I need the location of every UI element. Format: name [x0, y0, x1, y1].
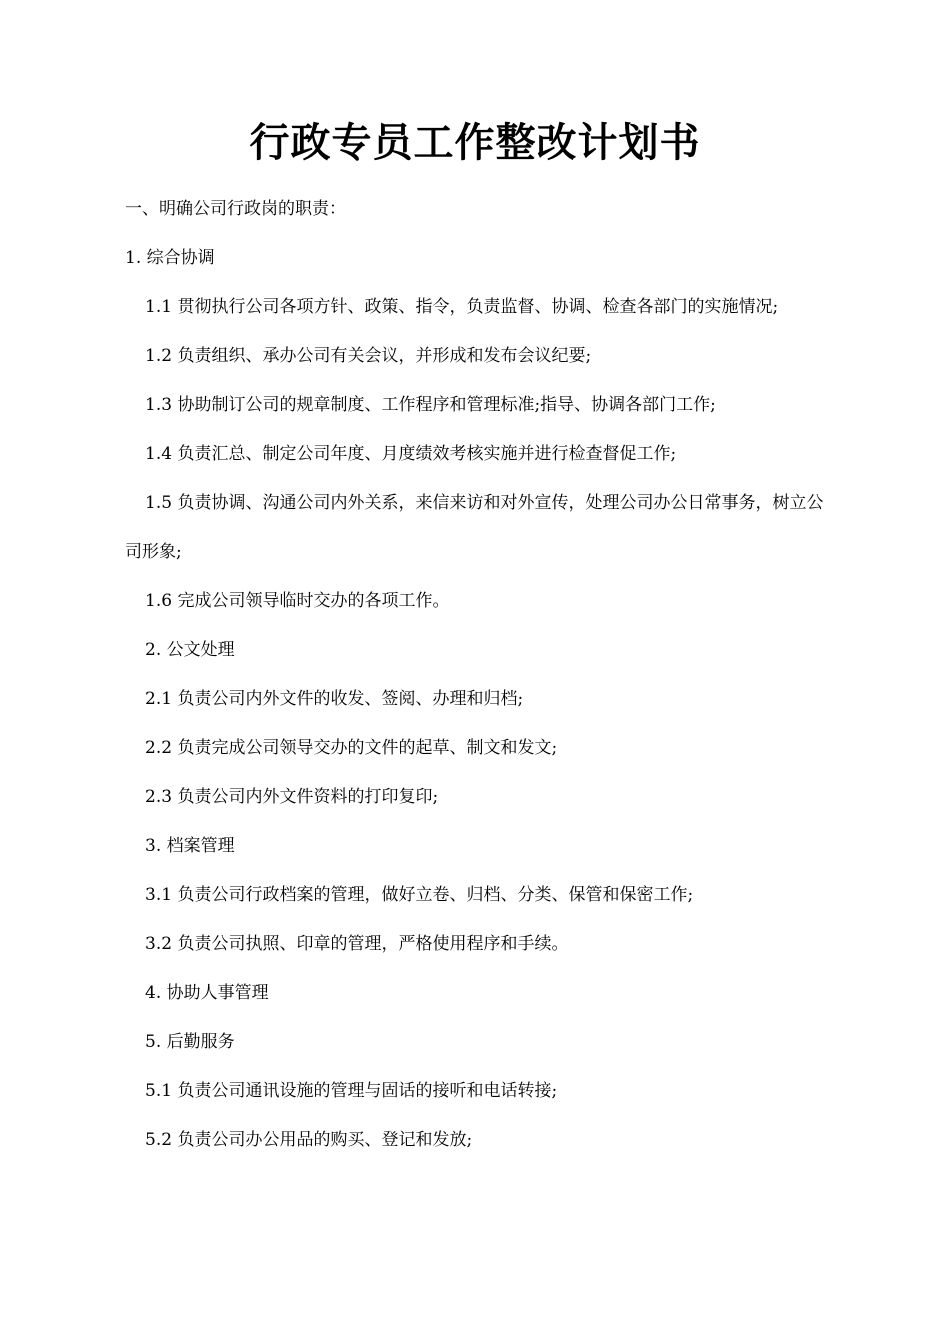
paragraph: 1.1 贯彻执行公司各项方针、政策、指令，负责监督、协调、检查各部门的实施情况;: [145, 297, 779, 317]
paragraph: 1.5 负责协调、沟通公司内外关系，来信来访和对外宣传，处理公司办公日常事务，树立公司形象;: [125, 493, 824, 562]
paragraph: 2.2 负责完成公司领导交办的文件的起草、制文和发文;: [145, 738, 558, 758]
paragraph: 1.4 负责汇总、制定公司年度、月度绩效考核实施并进行检查督促工作;: [145, 444, 677, 464]
paragraph: 5.2 负责公司办公用品的购买、登记和发放;: [145, 1130, 473, 1150]
paragraph: 2. 公文处理: [145, 640, 235, 660]
paragraph: 3. 档案管理: [145, 836, 235, 856]
paragraph: 1.2 负责组织、承办公司有关会议，并形成和发布会议纪要;: [145, 346, 592, 366]
paragraph: 1. 综合协调: [125, 248, 215, 268]
paragraph: 3.2 负责公司执照、印章的管理，严格使用程序和手续。: [145, 934, 569, 954]
paragraph: 2.1 负责公司内外文件的收发、签阅、办理和归档;: [145, 689, 524, 709]
paragraph: 1.3 协助制订公司的规章制度、工作程序和管理标准;指导、协调各部门工作;: [145, 395, 716, 415]
paragraph: 5.1 负责公司通讯设施的管理与固话的接听和电话转接;: [145, 1081, 558, 1101]
paragraph: 5. 后勤服务: [145, 1032, 235, 1052]
paragraph: 一、明确公司行政岗的职责：: [125, 199, 346, 219]
document-title: 行政专员工作整改计划书: [249, 120, 701, 166]
paragraph: 2.3 负责公司内外文件资料的打印复印;: [145, 787, 439, 807]
paragraph: 3.1 负责公司行政档案的管理，做好立卷、归档、分类、保管和保密工作;: [145, 885, 694, 905]
paragraph: 1.6 完成公司领导临时交办的各项工作。: [145, 591, 450, 611]
paragraph: 4. 协助人事管理: [145, 983, 269, 1003]
document-body: [125, 185, 837, 1165]
